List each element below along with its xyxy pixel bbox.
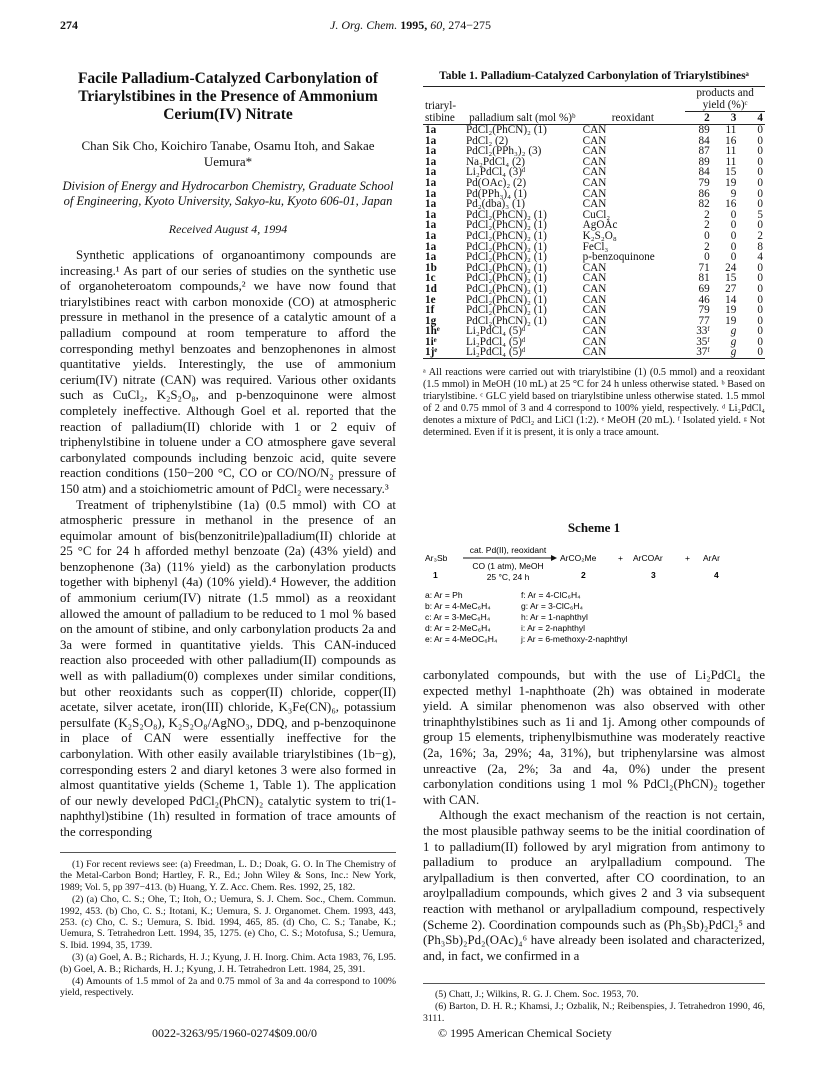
table-cell: 1a: [425, 198, 437, 211]
table-cell: 15: [725, 272, 737, 285]
table-cell: PdCl₂(PhCN)₂ (1): [465, 282, 547, 295]
table-cell: CAN: [582, 261, 607, 274]
table-cell: 1d: [425, 282, 437, 295]
table-cell: Pd(OAc)₂ (2): [465, 176, 527, 189]
table-cell: CAN: [582, 134, 607, 147]
table-cell: Li₂PdCl₄ (3)ᵈ: [465, 166, 526, 179]
col-products: products and yield (%)ᶜ: [685, 87, 765, 112]
table-cell: PdCl₂(PhCN)₂ (1): [465, 219, 547, 232]
table-cell: 11: [725, 155, 737, 168]
table-cell: PdCl₂(PhCN)₂ (1): [465, 272, 547, 285]
aryl-legend-item: a: Ar = Ph: [425, 590, 463, 600]
table-cell: 2: [704, 208, 710, 221]
table-cell: 19: [725, 304, 737, 317]
table-body: [423, 125, 765, 359]
table-cell: 0: [757, 176, 763, 189]
footnote: (4) Amounts of 1.5 mmol of 2a and 0.75 mmol of 3a and 4a correspond to 100% yield, respectively.: [60, 976, 396, 999]
table-cell: 16: [725, 198, 737, 211]
table-cell: Pd₂(dba)₃ (1): [465, 198, 526, 211]
table-cell: 16: [725, 134, 737, 147]
arrow-conditions-bottom1: CO (1 atm), MeOH: [472, 561, 544, 571]
table-cell: 0: [730, 240, 737, 253]
running-header: [0, 18, 821, 33]
table-cell: 1c: [425, 272, 436, 285]
table-cell: PdCl₂(PhCN)₂ (1): [465, 261, 547, 274]
table-cell: 82: [698, 198, 710, 211]
table-cell: p-benzoquinone: [582, 251, 655, 264]
table-cell: 0: [757, 261, 763, 274]
plus-sign: +: [685, 553, 690, 563]
table-cell: 0: [757, 134, 763, 147]
table-cell: PdCl₂(PhCN)₂ (1): [465, 229, 547, 242]
col-reoxidant: reoxidant: [611, 112, 655, 124]
table-cell: 79: [698, 304, 710, 317]
table-cell: 1a: [425, 208, 437, 221]
product-3-number: 3: [651, 570, 656, 580]
table-cell: CuCl₂: [582, 208, 611, 221]
results-table: [423, 86, 765, 361]
table-cell: g: [730, 335, 737, 348]
table-cell: FeCl₃: [582, 240, 609, 253]
table-cell: PdCl₂ (2): [465, 134, 509, 147]
aryl-legend-item: h: Ar = 1-naphthyl: [521, 612, 588, 622]
table-cell: 87: [698, 145, 710, 158]
author-affiliation: Division of Energy and Hydrocarbon Chemistry, Graduate School of Engineering, Kyoto University, Sakyo-ku, Kyoto 606-01, Japan: [62, 179, 394, 208]
table-cell: CAN: [582, 335, 607, 348]
product-4-formula: ArAr: [703, 553, 720, 563]
journal-pages: 274−275: [448, 18, 491, 32]
table-cell: PdCl₂(PhCN)₂ (1): [465, 293, 547, 306]
table-cell: PdCl₂(PhCN)₂ (1): [465, 124, 547, 136]
table-cell: CAN: [582, 293, 607, 306]
table-row: [423, 347, 765, 358]
table-cell: CAN: [582, 272, 607, 285]
table-row: [423, 178, 765, 189]
col-p2: 2: [704, 112, 710, 124]
table-notes: ᵃ All reactions were carried out with triarylstibine (1) (0.5 mmol) and a reoxidant (1.5 mmol) in MeOH (10 mL) at 25 °C for 24 h unless otherwise stated. ᵇ Based on triarylstibine. ᶜ GLC yield based on triarylstibine unless otherwise stated. 1.5 mmol of 2 and 0.75 mmol of 3 and 4 correspond to 100% yield, respectively. ᵈ Li₂PdCl₄ denotes a mixture of PdCl₂ and LiCl (1:2). ᵉ MeOH (20 mL). ᶠ Isolated yield. ᵍ Not determined. Even if it is present, it is only a trace amount.: [423, 367, 765, 439]
table-cell: 1a: [425, 229, 437, 242]
table-cell: PdCl₂(PhCN)₂ (1): [465, 314, 547, 327]
footnotes-right: [423, 983, 765, 1025]
aryl-legend-item: e: Ar = 4-MeOC₆H₄: [425, 634, 498, 644]
plus-sign: +: [618, 553, 623, 563]
table-cell: CAN: [582, 145, 607, 158]
table-cell: 1a: [425, 145, 437, 158]
aryl-legend-right: [520, 590, 628, 644]
table-cell: CAN: [582, 198, 607, 211]
table-caption: Table 1. Palladium-Catalyzed Carbonylation of Triarylstibinesᵃ: [439, 70, 749, 82]
table-cell: 0: [704, 251, 710, 264]
table-cell: 0: [757, 346, 763, 359]
table-cell: 0: [757, 282, 763, 295]
table-cell: 14: [725, 293, 737, 306]
footnote: (1) For recent reviews see: (a) Freedman, L. D.; Doak, G. O. In The Chemistry of the Metal-Carbon Bond; Hartley, F. R., Ed.; John Wiley & Sons, Inc.: New York, 1989; Vol. 5, pp 397−413. (b) Huang, Y. Z. Acc. Chem. Res. 1992, 25, 182.: [60, 859, 396, 893]
table-cell: 0: [757, 145, 763, 158]
table-cell: PdCl₂(PhCN)₂ (1): [465, 251, 547, 264]
table-cell: 89: [698, 124, 710, 136]
arrow-conditions-top: cat. Pd(II), reoxidant: [469, 545, 547, 555]
table-cell: 1f: [425, 304, 435, 317]
table-cell: CAN: [582, 176, 607, 189]
table-cell: g: [730, 325, 737, 338]
table-cell: 1a: [425, 240, 437, 253]
table-cell: 0: [757, 124, 763, 136]
table-cell: 71: [698, 261, 710, 274]
table-cell: 11: [725, 145, 737, 158]
product-3-formula: ArCOAr: [633, 553, 663, 563]
table-cell: K₂S₂O₈: [582, 229, 617, 242]
table-cell: CAN: [582, 325, 607, 338]
table-cell: 19: [725, 176, 737, 189]
table-cell: PdCl₂(PhCN)₂ (1): [465, 208, 547, 221]
table-cell: CAN: [582, 346, 607, 359]
copyright: © 1995 American Chemical Society: [438, 1026, 612, 1040]
col-p4: 4: [757, 112, 763, 124]
body-paragraph: Although the exact mechanism of the reaction is not certain, the most plausible pathway seems to be the initial coordination of 1 to palladium(II) followed by aryl migration from antimony to palladium to produce an arylpalladium compound. The arylpalladium is then converted, after CO coordination, to an aroylpalladium compounds, which gives 2 and 3 via subsequent reaction with methanol or arylpalladium compound, respectively (Scheme 2). Coordination compounds such as (Ph₃Sb)₂PdCl₂⁵ and (Ph₃Sb)₂Pd₂(OAc)₄⁶ have already been isolated and characterized, and, in fact, we confirmed in a: [423, 808, 765, 963]
table-cell: 1g: [425, 314, 437, 327]
table-cell: 1a: [425, 134, 437, 147]
scheme-1: [423, 520, 765, 660]
article-authors: Chan Sik Cho, Koichiro Tanabe, Osamu Itoh, and Sakae Uemura*: [81, 138, 375, 169]
table-cell: CAN: [582, 304, 607, 317]
table-cell: PdCl₂(PPh₃)₂ (3): [465, 145, 542, 158]
footnote: (3) (a) Goel, A. B.; Richards, H. J.; Kyung, J. H. Inorg. Chim. Acta 1983, 76, L95. (b) Goel, A. B.; Richards, H. J.; Kyung, J. H. Tetrahedron Lett. 1984, 25, 391.: [60, 952, 396, 975]
table-cell: 8: [757, 240, 763, 253]
table-cell: 0: [730, 229, 737, 242]
table-cell: 46: [698, 293, 710, 306]
table-cell: Pd(PPh₃)₄ (1): [465, 187, 527, 200]
table-cell: 1jᵉ: [425, 346, 438, 359]
table-cell: 1a: [425, 251, 437, 264]
table-cell: 0: [757, 219, 763, 232]
table-cell: 84: [698, 134, 710, 147]
table-cell: 24: [725, 261, 737, 274]
table-cell: 0: [757, 198, 763, 211]
table-cell: 1iᵉ: [425, 335, 437, 348]
product-2-formula: ArCO₂Me: [560, 553, 597, 563]
table-cell: 1a: [425, 187, 437, 200]
table-cell: 0: [757, 335, 763, 348]
table-cell: Li₂PdCl₄ (5)ᵈ: [465, 346, 526, 359]
table-cell: 1b: [425, 261, 437, 274]
table-cell: CAN: [582, 155, 607, 168]
table-cell: 35ᶠ: [696, 335, 710, 348]
right-body: [423, 668, 765, 964]
table-cell: CAN: [582, 124, 607, 136]
aryl-legend-item: g: Ar = 3-ClC₆H₄: [521, 601, 583, 611]
table-cell: 1a: [425, 166, 437, 179]
table-cell: 2: [704, 219, 710, 232]
journal-name: J. Org. Chem.: [330, 18, 398, 32]
body-paragraph: Synthetic applications of organoantimony compounds are increasing.¹ As part of our series of studies on the synthetic use of organoheteroatom compounds,² we have now found that triarylstibines react with carbon monoxide (CO) at atmospheric pressure in methanol in the presence of a catalytic amount of a palladium compound at room temperature to afford the corresponding methyl benzoates and benzophenones in almost quantitative yields. Interestingly, the use of ammonium cerium(IV) nitrate (CAN) was required. Various other oxidants such as CuCl₂, K₂S₂O₈, and p-benzoquinone were almost completely ineffective. Although Goel et al. reported that the reaction of palladium(II) chloride with 1 or 2 equiv of triphenylstibine in toluene under a CO atmosphere gave several carbonylated compounds including benzoic acid, quite severe reaction conditions (150−200 °C, CO or CO/NO/N₂ pressure of 150 atm) and a stoichiometric amount of PdCl₂ were necessary.³: [60, 248, 396, 496]
table-cell: 1hᵉ: [425, 325, 440, 338]
table-cell: AgOAc: [582, 219, 618, 232]
table-cell: 15: [725, 166, 737, 179]
table-cell: 0: [704, 229, 710, 242]
table-cell: Li₂PdCl₄ (5)ᵈ: [465, 325, 526, 338]
article-title: Facile Palladium-Catalyzed Carbonylation of Triarylstibines in the Presence of Ammonium Cerium(IV) Nitrate: [77, 70, 379, 123]
received-date: Received August 4, 1994: [168, 222, 288, 236]
table-cell: 0: [757, 187, 763, 200]
table-cell: 0: [757, 314, 763, 327]
reactant-formula: Ar₃Sb: [425, 553, 448, 563]
table-cell: Li₂PdCl₄ (5)ᵈ: [465, 335, 526, 348]
table-row: [423, 231, 765, 242]
right-column: [423, 70, 765, 439]
table-cell: 86: [698, 187, 710, 200]
footnote: (5) Chatt, J.; Wilkins, R. G. J. Chem. Soc. 1953, 70.: [435, 989, 639, 1000]
table-cell: 0: [757, 166, 763, 179]
table-cell: PdCl₂(PhCN)₂ (1): [465, 240, 547, 253]
table-cell: 27: [725, 282, 737, 295]
table-cell: 0: [730, 208, 737, 221]
table-row: [423, 125, 765, 136]
aryl-legend-item: c: Ar = 3-MeC₆H₄: [425, 612, 491, 622]
table-cell: 0: [757, 293, 763, 306]
aryl-legend-item: b: Ar = 4-MeC₆H₄: [425, 601, 491, 611]
col-palladium: palladium salt (mol %)ᵇ: [469, 112, 576, 124]
table-cell: PdCl₂(PhCN)₂ (1): [465, 304, 547, 317]
journal-volume: 60,: [430, 18, 446, 32]
table-cell: 89: [698, 155, 710, 168]
table-cell: 1a: [425, 176, 437, 189]
footnotes-left: [60, 852, 396, 1000]
col-p3: 3: [730, 112, 737, 124]
table-cell: CAN: [582, 314, 607, 327]
table-cell: 1a: [425, 155, 437, 168]
table-cell: CAN: [582, 187, 607, 200]
table-cell: 4: [757, 251, 763, 264]
table-cell: 0: [757, 155, 763, 168]
table-cell: 0: [757, 325, 763, 338]
table-cell: 1e: [425, 293, 436, 306]
product-4-number: 4: [714, 570, 719, 580]
aryl-legend-left: [425, 590, 498, 644]
table-cell: 5: [757, 208, 763, 221]
table-cell: 2: [757, 229, 763, 242]
table-cell: 0: [730, 219, 737, 232]
table-cell: 11: [725, 124, 737, 136]
table-cell: 9: [730, 187, 737, 200]
table-cell: 1a: [425, 124, 437, 136]
aryl-legend-item: i: Ar = 2-naphthyl: [521, 623, 586, 633]
table-cell: 81: [698, 272, 710, 285]
table-cell: 33ᶠ: [696, 325, 710, 338]
article-code: 0022-3263/95/1960-0274$09.00/0: [152, 1026, 317, 1040]
footnote: (2) (a) Cho, C. S.; Ohe, T.; Itoh, O.; Uemura, S. J. Chem. Soc., Chem. Commun. 1992, 453. (b) Cho, C. S.; Itotani, K.; Uemura, S. J. Organomet. Chem. 1993, 443, 253. (c) Cho, C. S.; Uemura, S. Ibid. 1994, 465, 85. (d) Cho, C. S.; Tanabe, K.; Uemura, S. Tetrahedron Lett. 1994, 35, 1275. (e) Cho, C. S.; Motofusa, S.; Uemura, S. Ibid. 1994, 35, 1739.: [60, 894, 396, 951]
body-paragraph: carbonylated compounds, but with the use of Li₂PdCl₄ the expected methyl 1-naphthoate (2h) was obtained in moderate yield. A similar phenomenon was also observed with other trinaphthylstibines such as 1i and 1j. Among other compounds of group 15 elements, triphenylbismuthine was moderately reactive (2a, 16%; 3a, 29%; 4a, 31%), but triphenylarsine was almost unreactive (2a, 2%; 3a and 4a, 0%) under the present carbonylation conditions using 1 mol % PdCl₂(PhCN)₂ together with CAN.: [423, 668, 765, 807]
product-2-number: 2: [581, 570, 586, 580]
table-row: [423, 284, 765, 295]
table-cell: 77: [698, 314, 710, 327]
table-cell: 1a: [425, 219, 437, 232]
reactant-number: 1: [433, 570, 438, 580]
table-cell: g: [730, 346, 737, 359]
table-cell: Na₂PdCl₄ (2): [465, 155, 526, 168]
table-cell: 79: [698, 176, 710, 189]
page-number: 274: [60, 18, 78, 32]
table-cell: 0: [757, 304, 763, 317]
table-cell: 19: [725, 314, 737, 327]
table-cell: 0: [730, 251, 737, 264]
body-paragraph: Treatment of triphenylstibine (1a) (0.5 mmol) with CO at atmospheric pressure in methanol in the presence of an equimolar amount of bis(benzonitrile)palladium(II) chloride at 25 °C for 24 h afforded methyl benzoate (2a) (43% yield) and benzophenone (3a) (11% yield) as the carbonylation products together with biphenyl (4a) (10% yield).⁴ However, the addition of ammonium cerium(IV) nitrate (1.5 mmol) as a reoxidant allowed the amount of palladium to be reduced to 1 mol % based on the amount of stibine, and only carbonylation products 2a and 3a were formed in quantitative yields. This CAN-induced reaction also proceeded with other palladium(II) compounds as well as with palladium(0) complexes under similar conditions, but other reoxidants such as copper(II) chloride, copper(II) acetate, silver acetate, iron(III) chloride, K₃Fe(CN)₆, potassium persulfate (K₂S₂O₈), K₂S₂O₈/AgNO₃, DDQ, and p-benzoquinone in place of CAN were essentially ineffective for the carbonylation. With other easily available triarylstibines (1b−g), corresponding esters 2 and diaryl ketones 3 were also formed in almost quantitative yields (Scheme 1, Table 1). The application of our newly developed PdCl₂(PhCN)₂ catalytic system to tri(1-naphthyl)stibine (1h) resulted in formation of trace amounts of the corresponding: [60, 497, 396, 839]
aryl-legend-item: d: Ar = 2-MeC₆H₄: [425, 623, 491, 633]
aryl-legend-item: f: Ar = 4-ClC₆H₄: [521, 590, 581, 600]
table-cell: CAN: [582, 166, 607, 179]
table-cell: 69: [698, 282, 710, 295]
table-cell: 84: [698, 166, 710, 179]
table-cell: 37ᶠ: [696, 346, 710, 359]
left-column: [60, 70, 396, 841]
journal-year: 1995,: [400, 18, 428, 32]
footnote: (6) Barton, D. H. R.; Khamsi, J.; Ozbalik, N.; Reibenspies, J. Tetrahedron 1990, 46, 3111.: [423, 1001, 765, 1024]
table-cell: 0: [757, 272, 763, 285]
table-cell: 2: [704, 240, 710, 253]
col-stibine: triaryl-stibine: [425, 100, 457, 124]
table-cell: CAN: [582, 282, 607, 295]
aryl-legend-item: j: Ar = 6-methoxy-2-naphthyl: [521, 634, 628, 644]
arrow-head: [551, 555, 557, 561]
arrow-conditions-bottom2: 25 °C, 24 h: [486, 572, 530, 582]
scheme-title: Scheme 1: [567, 520, 621, 535]
scheme-diagram: [423, 536, 765, 654]
